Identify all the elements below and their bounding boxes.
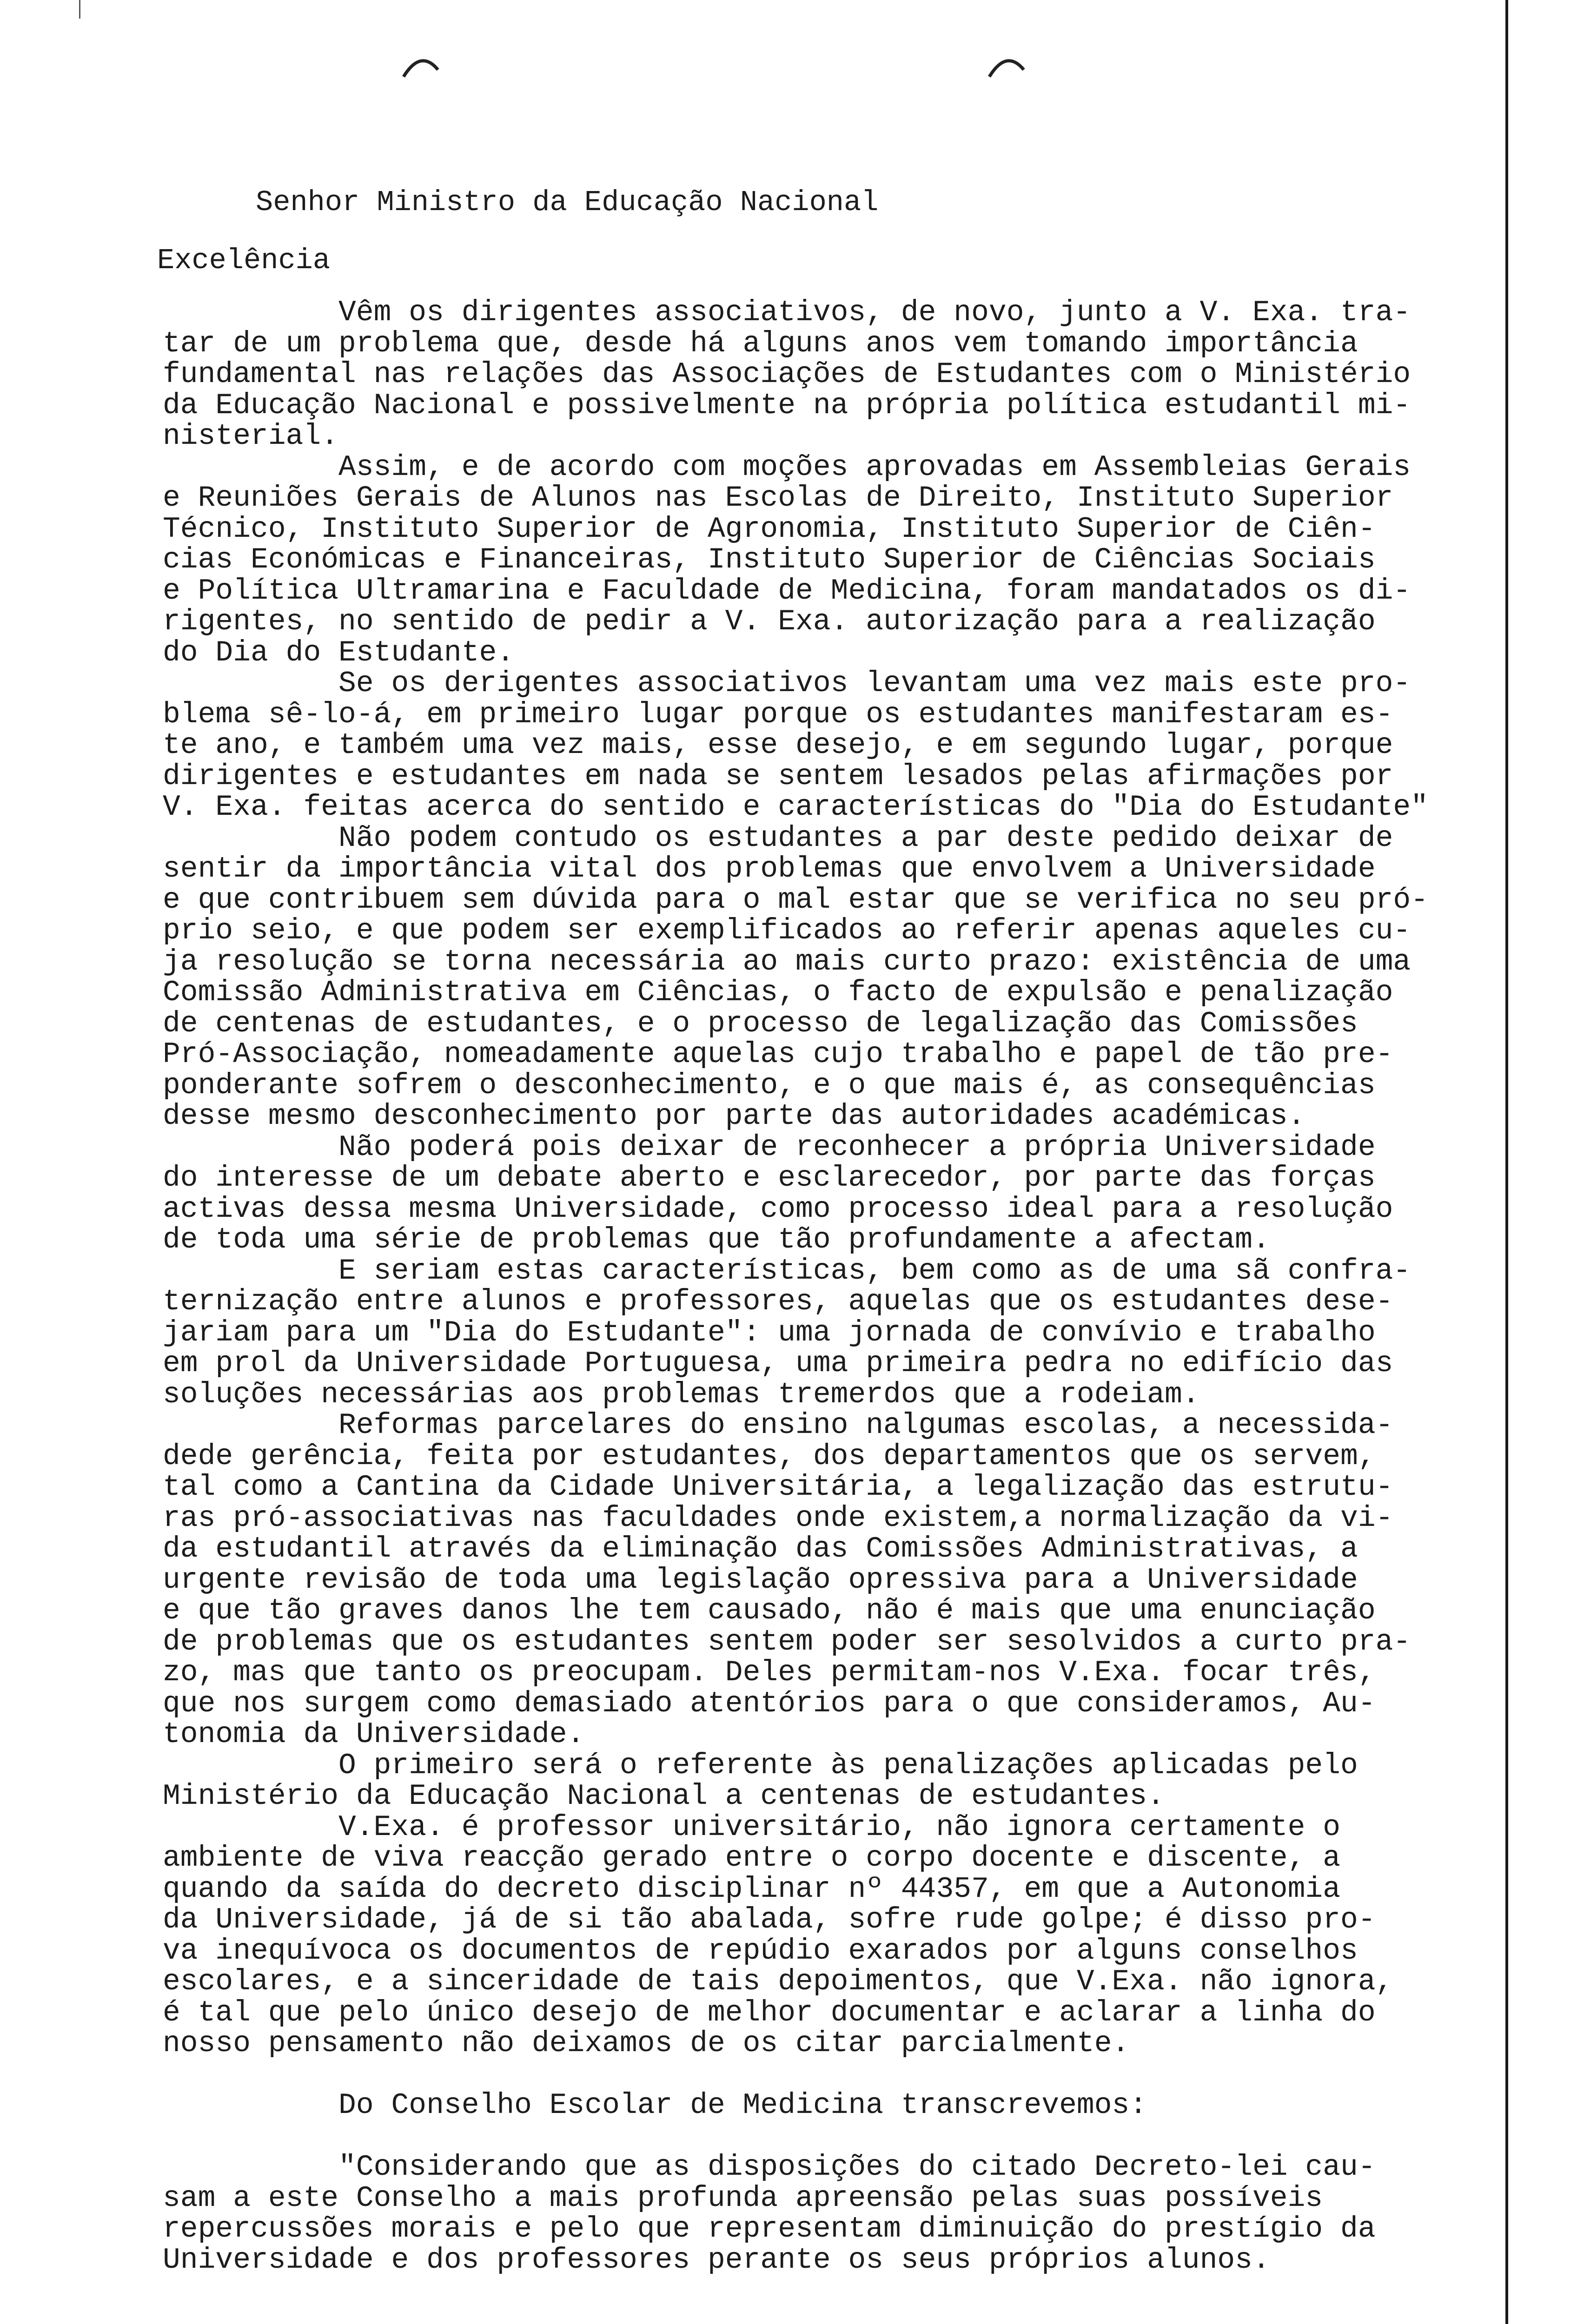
body-line: tonomia da Universidade. [163, 1718, 585, 1751]
body-line: blema sê-lo-á, em primeiro lugar porque os estudantes manifestaram es- [163, 698, 1393, 731]
body-line: Comissão Administrativa em Ciências, o facto de expulsão e penalização [163, 976, 1393, 1009]
body-line: dede gerência, feita por estudantes, dos departamentos que os servem, [163, 1439, 1376, 1473]
body-line: sentir da importância vital dos problemas que envolvem a Universidade [163, 852, 1376, 885]
body-line: va inequívoca os documentos de repúdio exarados por alguns conselhos [163, 1934, 1358, 1967]
body-line: activas dessa mesma Universidade, como processo ideal para a resolução [163, 1192, 1393, 1226]
punch-mark-left [400, 51, 442, 79]
body-line: desse mesmo desconhecimento por parte das autoridades académicas. [163, 1100, 1305, 1133]
body-line: Pró-Associação, nomeadamente aquelas cujo trabalho e papel de tão pre- [163, 1038, 1393, 1071]
body-line: e que contribuem sem dúvida para o mal estar que se verifica no seu pró- [163, 883, 1429, 917]
body-line: "Considerando que as disposições do citado Decreto-lei cau- [163, 2151, 1376, 2184]
body-line: nisterial. [163, 420, 339, 453]
body-line: Técnico, Instituto Superior de Agronomia, Instituto Superior de Ciên- [163, 512, 1376, 546]
body-line: de problemas que os estudantes sentem poder ser sesolvidos a curto pra- [163, 1625, 1411, 1658]
body-line: nosso pensamento não deixamos de os citar parcialmente. [163, 2027, 1130, 2060]
letter-body [163, 297, 1506, 2276]
letter-salutation: Senhor Ministro da Educação Nacional [256, 186, 879, 219]
body-line: em prol da Universidade Portuguesa, uma primeira pedra no edifício das [163, 1347, 1393, 1380]
body-line: do Dia do Estudante. [163, 636, 515, 669]
body-line: ternização entre alunos e professores, aquelas que os estudantes dese- [163, 1285, 1393, 1318]
body-line: Se os derigentes associativos levantam uma vez mais este pro- [163, 667, 1411, 700]
body-line [163, 2060, 1506, 2091]
body-line: que nos surgem como demasiado atentórios para o que consideramos, Au- [163, 1687, 1376, 1720]
body-line: zo, mas que tanto os preocupam. Deles permitam-nos V.Exa. focar três, [163, 1656, 1376, 1689]
letter-greeting: Excelência [157, 244, 331, 277]
body-line: jariam para um "Dia do Estudante": uma jornada de convívio e trabalho [163, 1316, 1376, 1349]
body-line: V. Exa. feitas acerca do sentido e características do "Dia do Estudante" [163, 791, 1429, 824]
body-line: ambiente de viva reacção gerado entre o corpo docente e discente, a [163, 1842, 1341, 1875]
body-line [163, 2121, 1506, 2152]
body-line: sam a este Conselho a mais profunda apreensão pelas suas possíveis [163, 2181, 1323, 2215]
body-line: ponderante sofrem o desconhecimento, e o que mais é, as consequências [163, 1069, 1376, 1102]
body-line: da Universidade, já de si tão abalada, sofre rude golpe; é disso pro- [163, 1903, 1376, 1936]
body-line: Não podem contudo os estudantes a par deste pedido deixar de [163, 821, 1393, 855]
body-line: te ano, e também uma vez mais, esse desejo, e em segundo lugar, porque [163, 729, 1393, 762]
body-line: fundamental nas relações das Associações de Estudantes com o Ministério [163, 358, 1411, 391]
body-line: da estudantil através da eliminação das Comissões Administrativas, a [163, 1532, 1358, 1565]
body-line: soluções necessárias aos problemas tremerdos que a rodeiam. [163, 1378, 1200, 1411]
punch-mark-right [986, 51, 1027, 79]
body-line: do interesse de um debate aberto e esclarecedor, por parte das forças [163, 1162, 1376, 1195]
body-line: Do Conselho Escolar de Medicina transcrevemos: [163, 2089, 1147, 2122]
body-line: E seriam estas características, bem como as de uma sã confra- [163, 1254, 1411, 1287]
body-line: V.Exa. é professor universitário, não ignora certamente o [163, 1810, 1341, 1844]
body-line: O primeiro será o referente às penalizações aplicadas pelo [163, 1749, 1358, 1782]
body-line: Vêm os dirigentes associativos, de novo, junto a V. Exa. tra- [163, 296, 1411, 329]
body-line: urgente revisão de toda uma legislação opressiva para a Universidade [163, 1563, 1358, 1597]
body-line: ja resolução se torna necessária ao mais curto prazo: existência de uma [163, 945, 1411, 978]
body-line: repercussões morais e pelo que representam diminuição do prestígio da [163, 2212, 1376, 2245]
body-line: ras pró-associativas nas faculdades onde existem,a normalização da vi- [163, 1501, 1393, 1535]
body-line: e Política Ultramarina e Faculdade de Medicina, foram mandatados os di- [163, 574, 1411, 607]
body-line: prio seio, e que podem ser exemplificados ao referir apenas aqueles cu- [163, 914, 1411, 947]
body-line: tal como a Cantina da Cidade Universitária, a legalização das estrutu- [163, 1471, 1393, 1504]
body-line: rigentes, no sentido de pedir a V. Exa. autorização para a realização [163, 605, 1376, 638]
body-line: tar de um problema que, desde há alguns anos vem tomando importância [163, 327, 1358, 360]
body-line: de centenas de estudantes, e o processo de legalização das Comissões [163, 1007, 1358, 1040]
body-line: dirigentes e estudantes em nada se sentem lesados pelas afirmações por [163, 759, 1393, 793]
body-line: é tal que pelo único desejo de melhor documentar e aclarar a linha do [163, 1996, 1376, 2029]
body-line: e que tão graves danos lhe tem causado, não é mais que uma enunciação [163, 1594, 1376, 1627]
body-line: Não poderá pois deixar de reconhecer a própria Universidade [163, 1130, 1376, 1164]
body-line: Ministério da Educação Nacional a centenas de estudantes. [163, 1780, 1165, 1813]
body-line: da Educação Nacional e possivelmente na própria política estudantil mi- [163, 389, 1411, 422]
body-line: Assim, e de acordo com moções aprovadas em Assembleias Gerais [163, 450, 1411, 484]
body-line: Universidade e dos professores perante os seus próprios alunos. [163, 2243, 1270, 2277]
body-line: quando da saída do decreto disciplinar nº 44357, em que a Autonomia [163, 1872, 1341, 1906]
body-line: Reformas parcelares do ensino nalgumas escolas, a necessida- [163, 1409, 1393, 1442]
scan-edge-mark-left [79, 0, 80, 19]
body-line: cias Económicas e Financeiras, Instituto Superior de Ciências Sociais [163, 543, 1376, 576]
body-line: de toda uma série de problemas que tão profundamente a afectam. [163, 1223, 1270, 1256]
body-line: e Reuniões Gerais de Alunos nas Escolas de Direito, Instituto Superior [163, 482, 1393, 515]
body-line: escolares, e a sinceridade de tais depoimentos, que V.Exa. não ignora, [163, 1965, 1393, 1998]
